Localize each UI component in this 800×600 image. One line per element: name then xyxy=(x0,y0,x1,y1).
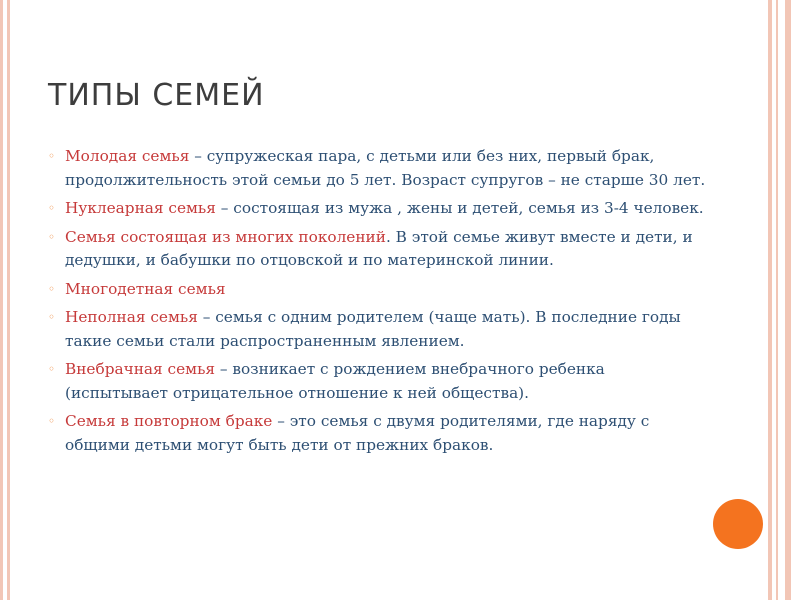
list-item-young-family xyxy=(48,145,708,192)
item-text: – супружеская пара, с детьми или без них, первый брак, продолжительность этой семьи до 5 лет. Возраст супругов – не старше 30 лет. xyxy=(65,147,706,189)
item-term: Внебрачная семья xyxy=(65,360,216,378)
decorative-stripe-left-inner xyxy=(7,0,10,600)
decorative-stripe-left xyxy=(0,0,3,600)
item-term: Нуклеарная семья xyxy=(65,199,216,217)
bullet-icon: ◦ xyxy=(48,414,56,428)
item-text: – семья с одним родителем (чаще мать). В последние годы такие семьи стали распространенным явлением. xyxy=(65,308,681,350)
decorative-stripe-right xyxy=(768,0,772,600)
list-item-large-family xyxy=(48,278,708,302)
bullet-icon: ◦ xyxy=(48,201,56,215)
item-text: . В этой семье живут вместе и дети, и дедушки, и бабушки по отцовской и по материнской линии. xyxy=(65,227,693,269)
item-term: Семья состоящая из многих поколений xyxy=(65,227,386,246)
decorative-circle xyxy=(713,499,763,549)
item-term: Многодетная семья xyxy=(65,279,226,298)
list-item-single-parent-family xyxy=(48,306,708,353)
item-term: Семья в повторном браке xyxy=(65,412,273,430)
bullet-icon: ◦ xyxy=(48,310,56,324)
list-item-nuclear-family xyxy=(48,197,708,221)
decorative-stripe-right-thin xyxy=(776,0,778,600)
item-text: – это семья с двумя родителями, где наряду с общими детьми могут быть дети от прежних браков. xyxy=(65,412,650,454)
slide-title: ТИПЫ СЕМЕЙ xyxy=(48,78,265,113)
list-item-remarriage-family xyxy=(48,410,708,457)
list-item-extramarital-family xyxy=(48,358,708,405)
bullet-list xyxy=(48,145,708,462)
decorative-stripe-right-outer xyxy=(785,0,791,600)
item-text: – возникает с рождением внебрачного ребенка (испытывает отрицательное отношение к ней общества). xyxy=(65,360,605,402)
list-item-multigenerational-family xyxy=(48,226,708,273)
bullet-icon: ◦ xyxy=(48,362,56,376)
bullet-icon: ◦ xyxy=(48,281,56,296)
item-term: Неполная семья xyxy=(65,308,198,326)
bullet-icon: ◦ xyxy=(48,229,56,244)
item-text: – состоящая из мужа , жены и детей, семья из 3-4 человек. xyxy=(215,199,704,217)
bullet-icon: ◦ xyxy=(48,149,56,163)
item-term: Молодая семья xyxy=(65,147,190,165)
